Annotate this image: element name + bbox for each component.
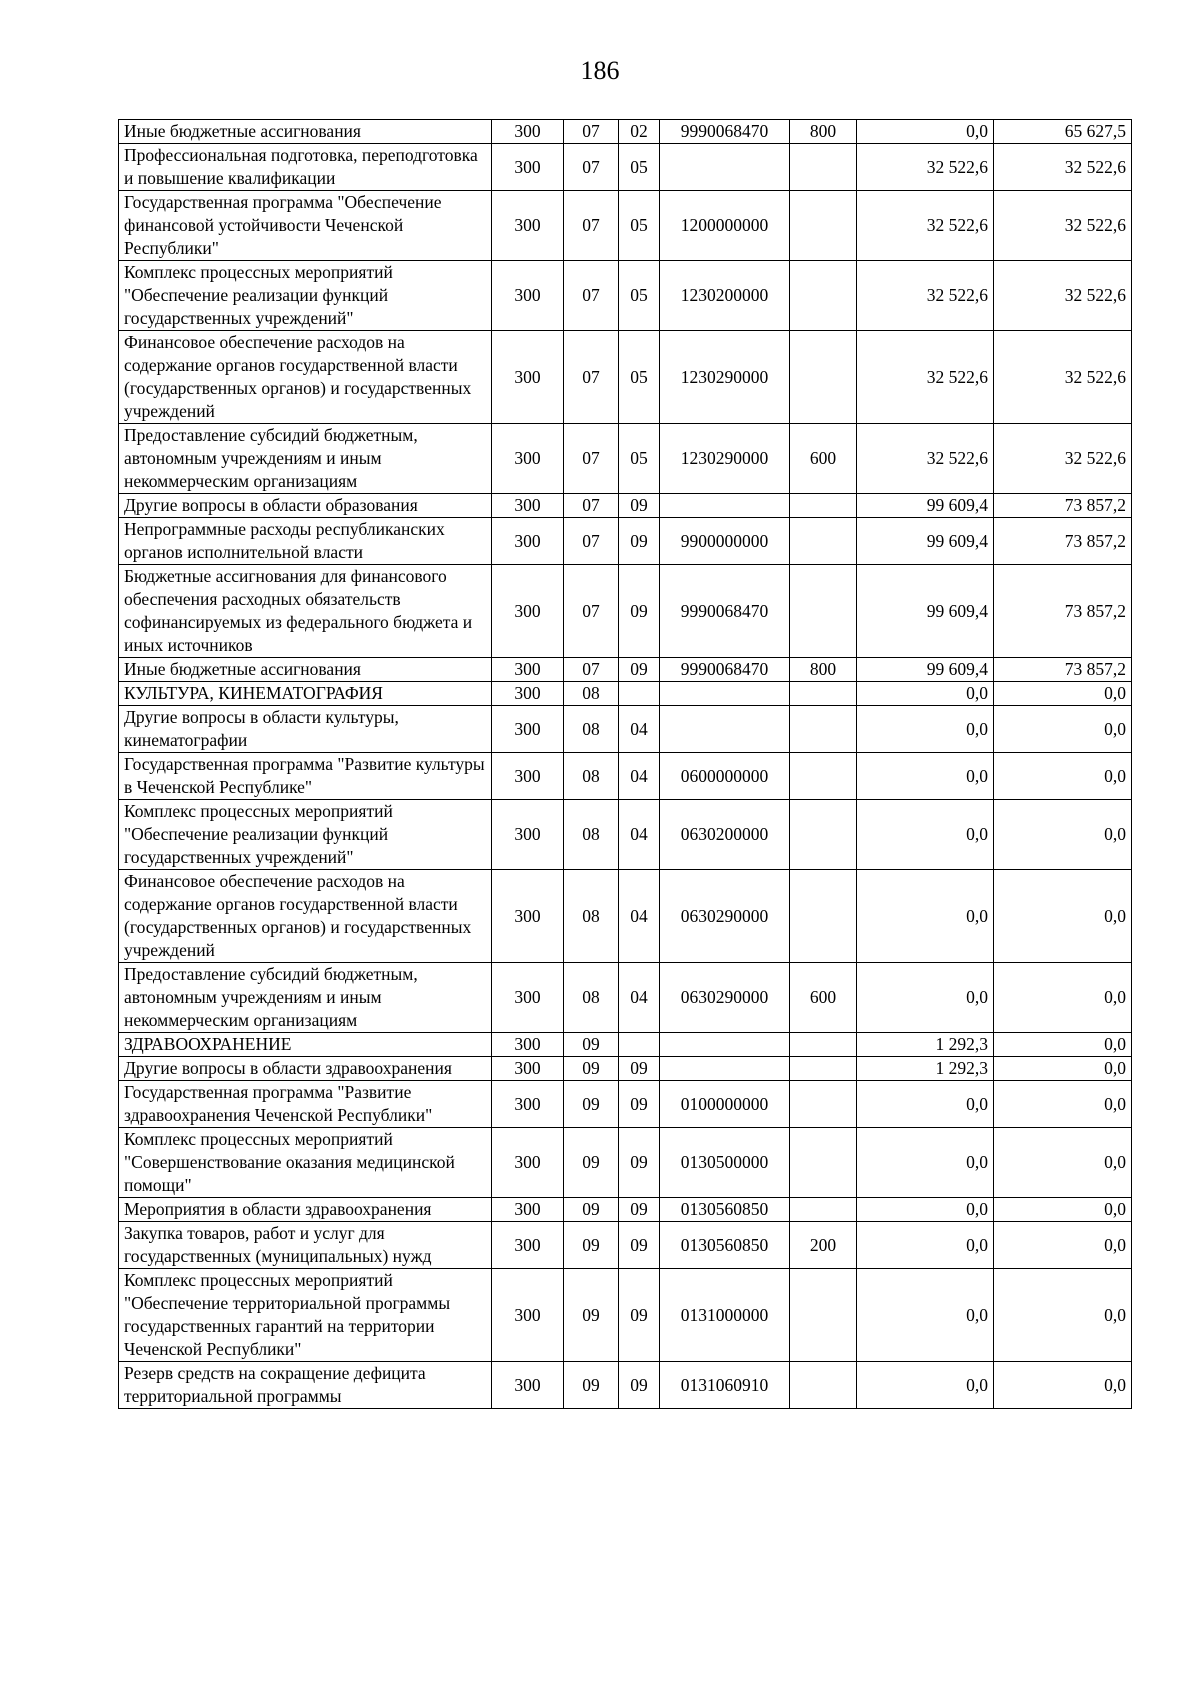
row-name: Государственная программа "Развитие здравоохранения Чеченской Республики" [119, 1081, 492, 1128]
row-name: Бюджетные ассигнования для финансового обеспечения расходных обязательств софинансируемых из федерального бюджета и иных источников [119, 565, 492, 658]
row-amount-year2: 0,0 [994, 1128, 1132, 1198]
row-amount-year2: 73 857,2 [994, 494, 1132, 518]
row-expense-type [790, 1128, 857, 1198]
row-amount-year2: 0,0 [994, 1081, 1132, 1128]
row-amount-year2: 65 627,5 [994, 120, 1132, 144]
row-amount-year1: 32 522,6 [857, 424, 994, 494]
row-admin-code: 300 [492, 682, 564, 706]
row-admin-code: 300 [492, 1198, 564, 1222]
row-amount-year2: 0,0 [994, 800, 1132, 870]
row-subsection: 09 [619, 1057, 660, 1081]
row-target-article [660, 1057, 790, 1081]
row-section: 09 [564, 1269, 619, 1362]
row-subsection: 04 [619, 706, 660, 753]
row-subsection: 05 [619, 191, 660, 261]
row-subsection: 09 [619, 1269, 660, 1362]
row-subsection: 09 [619, 1222, 660, 1269]
row-section: 08 [564, 800, 619, 870]
row-section: 09 [564, 1198, 619, 1222]
row-expense-type [790, 753, 857, 800]
row-admin-code: 300 [492, 191, 564, 261]
row-name: Закупка товаров, работ и услуг для государственных (муниципальных) нужд [119, 1222, 492, 1269]
row-admin-code: 300 [492, 565, 564, 658]
row-target-article: 1230290000 [660, 424, 790, 494]
row-name: Государственная программа "Обеспечение финансовой устойчивости Чеченской Республики" [119, 191, 492, 261]
row-target-article: 0130500000 [660, 1128, 790, 1198]
row-admin-code: 300 [492, 1362, 564, 1409]
row-amount-year1: 32 522,6 [857, 144, 994, 191]
row-section: 09 [564, 1081, 619, 1128]
row-amount-year1: 0,0 [857, 682, 994, 706]
row-amount-year2: 0,0 [994, 963, 1132, 1033]
row-section: 07 [564, 424, 619, 494]
row-amount-year2: 0,0 [994, 1033, 1132, 1057]
row-target-article [660, 682, 790, 706]
table-row [119, 1222, 1132, 1269]
row-admin-code: 300 [492, 1222, 564, 1269]
row-subsection: 02 [619, 120, 660, 144]
row-admin-code: 300 [492, 1033, 564, 1057]
row-amount-year1: 0,0 [857, 800, 994, 870]
row-name: Непрограммные расходы республиканских органов исполнительной власти [119, 518, 492, 565]
table-row [119, 1362, 1132, 1409]
budget-table-body [119, 120, 1132, 1409]
row-amount-year1: 99 609,4 [857, 494, 994, 518]
row-admin-code: 300 [492, 144, 564, 191]
table-row [119, 706, 1132, 753]
row-subsection: 09 [619, 494, 660, 518]
table-row [119, 658, 1132, 682]
row-amount-year2: 0,0 [994, 1198, 1132, 1222]
table-row [119, 753, 1132, 800]
table-row [119, 1269, 1132, 1362]
table-row [119, 191, 1132, 261]
row-subsection: 04 [619, 800, 660, 870]
table-row [119, 963, 1132, 1033]
row-name: Резерв средств на сокращение дефицита территориальной программы [119, 1362, 492, 1409]
row-section: 09 [564, 1362, 619, 1409]
row-subsection: 09 [619, 518, 660, 565]
row-expense-type: 200 [790, 1222, 857, 1269]
row-section: 07 [564, 518, 619, 565]
row-section: 08 [564, 870, 619, 963]
row-amount-year1: 99 609,4 [857, 658, 994, 682]
table-row [119, 682, 1132, 706]
row-name: Комплекс процессных мероприятий "Обеспечение реализации функций государственных учреждений" [119, 800, 492, 870]
row-section: 09 [564, 1057, 619, 1081]
table-row [119, 1128, 1132, 1198]
row-expense-type [790, 331, 857, 424]
table-row [119, 424, 1132, 494]
row-target-article [660, 494, 790, 518]
row-amount-year1: 0,0 [857, 1222, 994, 1269]
table-row [119, 331, 1132, 424]
row-target-article [660, 1033, 790, 1057]
table-row [119, 1057, 1132, 1081]
row-admin-code: 300 [492, 870, 564, 963]
row-section: 07 [564, 144, 619, 191]
row-name: Мероприятия в области здравоохранения [119, 1198, 492, 1222]
row-admin-code: 300 [492, 424, 564, 494]
row-target-article: 1230200000 [660, 261, 790, 331]
table-row [119, 1081, 1132, 1128]
row-admin-code: 300 [492, 1128, 564, 1198]
row-target-article: 1200000000 [660, 191, 790, 261]
row-expense-type: 600 [790, 424, 857, 494]
table-row [119, 144, 1132, 191]
row-amount-year1: 0,0 [857, 1269, 994, 1362]
row-amount-year1: 0,0 [857, 870, 994, 963]
row-section: 09 [564, 1033, 619, 1057]
row-amount-year2: 0,0 [994, 1269, 1132, 1362]
row-expense-type: 600 [790, 963, 857, 1033]
row-expense-type [790, 261, 857, 331]
table-row [119, 1033, 1132, 1057]
row-section: 07 [564, 191, 619, 261]
row-subsection: 04 [619, 753, 660, 800]
row-amount-year1: 0,0 [857, 753, 994, 800]
row-name: Другие вопросы в области образования [119, 494, 492, 518]
row-section: 08 [564, 706, 619, 753]
row-amount-year2: 32 522,6 [994, 424, 1132, 494]
row-section: 07 [564, 261, 619, 331]
row-expense-type: 800 [790, 120, 857, 144]
row-expense-type [790, 706, 857, 753]
row-amount-year2: 0,0 [994, 870, 1132, 963]
row-section: 07 [564, 331, 619, 424]
row-expense-type [790, 144, 857, 191]
row-target-article: 9990068470 [660, 565, 790, 658]
row-subsection: 09 [619, 658, 660, 682]
row-target-article [660, 706, 790, 753]
row-section: 09 [564, 1128, 619, 1198]
row-subsection [619, 682, 660, 706]
row-section: 08 [564, 753, 619, 800]
row-target-article: 0100000000 [660, 1081, 790, 1128]
row-amount-year1: 0,0 [857, 1081, 994, 1128]
row-name: Комплекс процессных мероприятий "Обеспечение территориальной программы государственных гарантий на территории Чеченской Республики" [119, 1269, 492, 1362]
row-subsection: 05 [619, 261, 660, 331]
row-admin-code: 300 [492, 706, 564, 753]
row-amount-year2: 32 522,6 [994, 331, 1132, 424]
row-amount-year1: 1 292,3 [857, 1057, 994, 1081]
row-name: Другие вопросы в области культуры, кинематографии [119, 706, 492, 753]
row-subsection: 09 [619, 1081, 660, 1128]
table-row [119, 518, 1132, 565]
table-row [119, 870, 1132, 963]
row-section: 07 [564, 565, 619, 658]
row-target-article: 0630290000 [660, 963, 790, 1033]
row-target-article: 0130560850 [660, 1198, 790, 1222]
row-expense-type [790, 191, 857, 261]
row-admin-code: 300 [492, 963, 564, 1033]
row-amount-year2: 32 522,6 [994, 144, 1132, 191]
row-section: 07 [564, 120, 619, 144]
row-expense-type [790, 1057, 857, 1081]
row-subsection: 04 [619, 963, 660, 1033]
row-target-article: 0131000000 [660, 1269, 790, 1362]
row-section: 07 [564, 494, 619, 518]
row-subsection [619, 1033, 660, 1057]
row-section: 08 [564, 963, 619, 1033]
row-amount-year1: 0,0 [857, 1128, 994, 1198]
row-name: Предоставление субсидий бюджетным, автономным учреждениям и иным некоммерческим организациям [119, 424, 492, 494]
row-amount-year2: 32 522,6 [994, 191, 1132, 261]
row-amount-year2: 0,0 [994, 1362, 1132, 1409]
row-amount-year2: 0,0 [994, 706, 1132, 753]
row-expense-type [790, 565, 857, 658]
row-expense-type [790, 682, 857, 706]
row-amount-year1: 99 609,4 [857, 518, 994, 565]
row-admin-code: 300 [492, 518, 564, 565]
row-target-article: 9990068470 [660, 658, 790, 682]
row-amount-year1: 32 522,6 [857, 331, 994, 424]
row-name: Иные бюджетные ассигнования [119, 658, 492, 682]
row-section: 07 [564, 658, 619, 682]
row-expense-type [790, 1081, 857, 1128]
table-row [119, 494, 1132, 518]
row-amount-year2: 32 522,6 [994, 261, 1132, 331]
row-name: Другие вопросы в области здравоохранения [119, 1057, 492, 1081]
row-target-article: 9990068470 [660, 120, 790, 144]
row-name: Финансовое обеспечение расходов на содержание органов государственной власти (государственных органов) и государственных учреждений [119, 870, 492, 963]
row-subsection: 09 [619, 1198, 660, 1222]
row-subsection: 05 [619, 331, 660, 424]
row-subsection: 09 [619, 1128, 660, 1198]
row-target-article: 0630290000 [660, 870, 790, 963]
row-name: Комплекс процессных мероприятий "Обеспечение реализации функций государственных учреждений" [119, 261, 492, 331]
row-name: Государственная программа "Развитие культуры в Чеченской Республике" [119, 753, 492, 800]
table-row [119, 1198, 1132, 1222]
row-amount-year1: 1 292,3 [857, 1033, 994, 1057]
row-admin-code: 300 [492, 1057, 564, 1081]
row-name: Иные бюджетные ассигнования [119, 120, 492, 144]
row-expense-type [790, 1269, 857, 1362]
row-admin-code: 300 [492, 494, 564, 518]
row-expense-type [790, 518, 857, 565]
row-subsection: 09 [619, 565, 660, 658]
row-admin-code: 300 [492, 331, 564, 424]
row-name: Профессиональная подготовка, переподготовка и повышение квалификации [119, 144, 492, 191]
row-expense-type [790, 1198, 857, 1222]
row-expense-type: 800 [790, 658, 857, 682]
row-subsection: 09 [619, 1362, 660, 1409]
row-expense-type [790, 800, 857, 870]
row-admin-code: 300 [492, 1081, 564, 1128]
row-admin-code: 300 [492, 261, 564, 331]
row-target-article [660, 144, 790, 191]
row-name: ЗДРАВООХРАНЕНИЕ [119, 1033, 492, 1057]
row-amount-year1: 32 522,6 [857, 191, 994, 261]
row-amount-year1: 32 522,6 [857, 261, 994, 331]
row-admin-code: 300 [492, 120, 564, 144]
row-amount-year2: 73 857,2 [994, 518, 1132, 565]
row-amount-year2: 73 857,2 [994, 565, 1132, 658]
row-amount-year2: 73 857,2 [994, 658, 1132, 682]
page-number: 186 [580, 56, 620, 85]
row-expense-type [790, 1033, 857, 1057]
row-admin-code: 300 [492, 1269, 564, 1362]
row-amount-year2: 0,0 [994, 682, 1132, 706]
row-name: КУЛЬТУРА, КИНЕМАТОГРАФИЯ [119, 682, 492, 706]
row-expense-type [790, 870, 857, 963]
row-admin-code: 300 [492, 753, 564, 800]
row-subsection: 04 [619, 870, 660, 963]
row-amount-year1: 0,0 [857, 1198, 994, 1222]
row-amount-year1: 99 609,4 [857, 565, 994, 658]
row-amount-year1: 0,0 [857, 120, 994, 144]
row-subsection: 05 [619, 424, 660, 494]
row-amount-year2: 0,0 [994, 753, 1132, 800]
row-section: 08 [564, 682, 619, 706]
row-target-article: 0131060910 [660, 1362, 790, 1409]
row-target-article: 0130560850 [660, 1222, 790, 1269]
row-expense-type [790, 1362, 857, 1409]
row-admin-code: 300 [492, 658, 564, 682]
row-amount-year1: 0,0 [857, 1362, 994, 1409]
row-amount-year2: 0,0 [994, 1057, 1132, 1081]
table-row [119, 261, 1132, 331]
row-subsection: 05 [619, 144, 660, 191]
row-amount-year1: 0,0 [857, 963, 994, 1033]
row-target-article: 0600000000 [660, 753, 790, 800]
row-target-article: 1230290000 [660, 331, 790, 424]
row-name: Комплекс процессных мероприятий "Совершенствование оказания медицинской помощи" [119, 1128, 492, 1198]
row-amount-year1: 0,0 [857, 706, 994, 753]
row-name: Предоставление субсидий бюджетным, автономным учреждениям и иным некоммерческим организациям [119, 963, 492, 1033]
row-section: 09 [564, 1222, 619, 1269]
budget-table [118, 119, 1132, 1409]
table-row [119, 800, 1132, 870]
table-row [119, 565, 1132, 658]
row-target-article: 0630200000 [660, 800, 790, 870]
row-amount-year2: 0,0 [994, 1222, 1132, 1269]
row-target-article: 9900000000 [660, 518, 790, 565]
row-admin-code: 300 [492, 800, 564, 870]
table-row [119, 120, 1132, 144]
row-expense-type [790, 494, 857, 518]
row-name: Финансовое обеспечение расходов на содержание органов государственной власти (государственных органов) и государственных учреждений [119, 331, 492, 424]
